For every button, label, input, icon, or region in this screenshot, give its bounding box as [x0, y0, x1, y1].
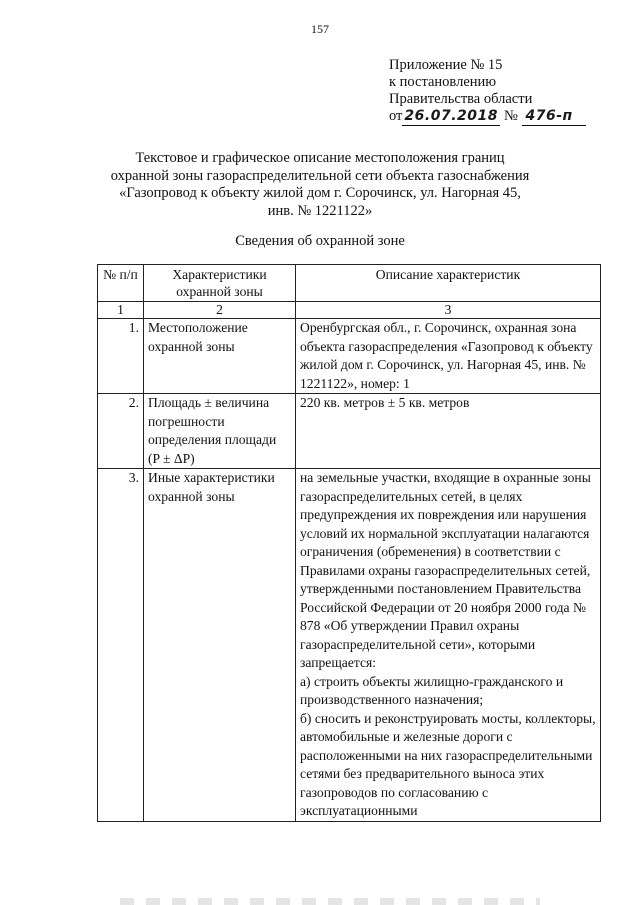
table-header-row	[98, 265, 601, 302]
column-number-row	[98, 302, 601, 319]
column-number: 1	[98, 302, 144, 319]
row-number: 2.	[98, 394, 144, 469]
zone-info-table	[97, 264, 601, 822]
appendix-line-3: Правительства области	[389, 91, 533, 107]
appendix-line-2: к постановлению	[389, 74, 497, 90]
table-row	[98, 469, 601, 822]
handwritten-number: 476-п	[522, 108, 586, 126]
column-number: 3	[296, 302, 601, 319]
appendix-line-1: Приложение № 15	[389, 57, 503, 73]
table-row	[98, 319, 601, 394]
scan-artifact-strip	[120, 898, 540, 905]
header-description: Описание характеристик	[296, 265, 601, 302]
column-number: 2	[144, 302, 296, 319]
row-number: 1.	[98, 319, 144, 394]
row-characteristic: Местоположение охранной зоны	[144, 319, 296, 394]
number-label: №	[504, 108, 518, 124]
title-line-2: охранной зоны газораспределительной сети объекта газоснабжения	[110, 167, 530, 184]
header-number: № п/п	[98, 265, 144, 302]
title-line-1: Текстовое и графическое описание местоположения границ	[135, 150, 505, 166]
appendix-date-line	[389, 108, 586, 126]
row-characteristic: Площадь ± величина погрешности определения площади (P ± ΔP)	[144, 394, 296, 469]
title-line-3: «Газопровод к объекту жилой дом г. Сорочинск, ул. Нагорная 45,	[119, 185, 521, 201]
title-line-4: инв. № 1221122»	[267, 202, 373, 219]
row-characteristic: Иные характеристики охранной зоны	[144, 469, 296, 822]
handwritten-date: 26.07.2018	[402, 108, 500, 126]
row-description: 220 кв. метров ± 5 кв. метров	[296, 394, 601, 469]
document-title	[70, 150, 570, 220]
appendix-block	[389, 57, 586, 126]
row-description: Оренбургская обл., г. Сорочинск, охранная зона объекта газораспределения «Газопровод к объекту жилой дом г. Сорочинск, ул. Нагорная 45, инв. № 1221122», номер: 1	[296, 319, 601, 394]
section-subtitle: Сведения об охранной зоне	[235, 233, 405, 249]
table-row	[98, 394, 601, 469]
from-label: от	[389, 108, 403, 124]
row-description: на земельные участки, входящие в охранные зоны газораспределительных сетей, в целях предупреждения их повреждения или нарушения условий их нормальной эксплуатации налагаются ограничения (обременения) в соответствии с Правилами охраны газораспределительных сетей, утвержденными постановлением Правительства Российской Федерации от 20 ноября 2000 года № 878 «Об утверждении Правил охраны газораспределительной сети», которыми запрещается: а) строить объекты жилищно-гражданского и производственного назначения; б) сносить и реконструировать мосты, коллекторы, автомобильные и железные дороги с расположенными на них газораспределительными сетями без предварительного выноса этих газопроводов по согласованию с эксплуатационными	[296, 469, 601, 822]
header-characteristic: Характеристики охранной зоны	[144, 265, 296, 302]
row-number: 3.	[98, 469, 144, 822]
page-number: 157	[311, 22, 329, 36]
